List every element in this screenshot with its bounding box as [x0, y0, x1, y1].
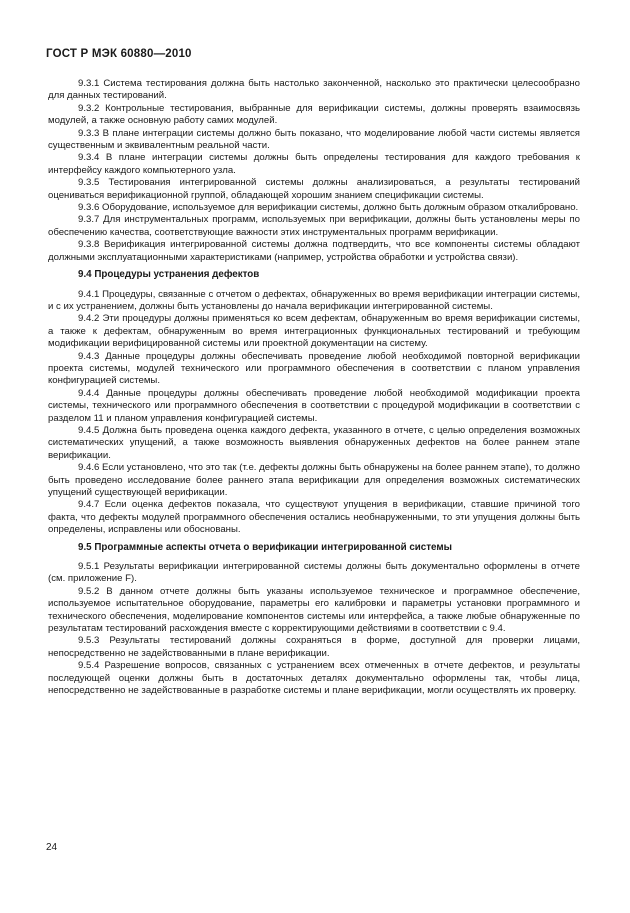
paragraph-9-3-6: 9.3.6 Оборудование, используемое для верификации системы, должно быть должным образом откалибровано. [78, 202, 579, 214]
document-header: ГОСТ Р МЭК 60880—2010 [46, 48, 192, 60]
paragraph-9-3-1: 9.3.1 Система тестирования должна быть настолько законченной, насколько это практически целесообразно для данных тестирований. [48, 78, 580, 102]
paragraph-9-4-1: 9.4.1 Процедуры, связанные с отчетом о дефектах, обнаруженных во время верификации интеграции системы, и с их устранением, должны быть установлены до начала верификации интегрированной системы. [48, 288, 580, 312]
paragraph-9-4-6: 9.4.6 Если установлено, что это так (т.е. дефекты должны быть обнаружены на более раннем этапе), то должно быть проведено исследование более раннего этапа верификации для определения возможных систематических упущений существующей верификации. [48, 462, 580, 498]
paragraph-9-5-4: 9.5.4 Разрешение вопросов, связанных с устранением всех отмеченных в отчете дефектов, и результаты последующей оценки должны быть в достаточных деталях документально оформлены так, чтобы лица, непосредственно не задействованные в разработке системы и плане верификации, могли осуществлять их проверку. [48, 660, 580, 697]
paragraph-9-4-7: 9.4.7 Если оценка дефектов показала, что существуют упущения в верификации, ставшие причиной того факта, что дефекты модулей программного обеспечения остались необнаруженными, то эти упущения должны быть определены, исправлены или обоснованы. [48, 499, 580, 536]
document-body [48, 78, 580, 698]
paragraph-9-3-7: 9.3.7 Для инструментальных программ, используемых при верификации, должны быть установлены меры по обеспечению качества, соответствующие важности этих инструментальных программ верификации. [48, 214, 580, 238]
paragraph-9-3-3: 9.3.3 В плане интеграции системы должно быть показано, что моделирование любой части системы является существенным и эквивалентным реальной части. [48, 127, 580, 152]
paragraph-9-5-1: 9.5.1 Результаты верификации интегрированной системы должны быть документально оформлены в отчете (см. приложение F). [48, 561, 580, 585]
paragraph-9-4-4: 9.4.4 Данные процедуры должны обеспечивать проведение любой необходимой модификации проекта системы, технического или программного обеспечения в соответствии с процедурой модификации в соответствии с разделом 11 и планом управления конфигурацией системы. [48, 387, 580, 424]
paragraph-9-3-2: 9.3.2 Контрольные тестирования, выбранные для верификации системы, должны проверять взаимосвязь модулей, а также основную работу самих модулей. [48, 102, 580, 127]
paragraph-9-3-8: 9.3.8 Верификация интегрированной системы должна подтвердить, что все компоненты системы обладают должными эксплуатационными характеристиками (например, устройства обработки и устройства связи). [48, 239, 580, 263]
page-number: 24 [46, 842, 58, 853]
section-heading-9-4: 9.4 Процедуры устранения дефектов [78, 269, 260, 281]
paragraph-9-4-3: 9.4.3 Данные процедуры должны обеспечивать проведение любой необходимой повторной верификации проекта системы, модулей технического или программного обеспечения в соответствии с планом управления конфигурацией системы. [48, 350, 580, 387]
paragraph-9-3-5: 9.3.5 Тестирования интегрированной системы должны анализироваться, а результаты тестирований оцениваться верификационной группой, обладающей хорошим знанием спецификации системы. [48, 177, 580, 201]
paragraph-9-3-4: 9.3.4 В плане интеграции системы должны быть определены тестирования для каждого требования к интерфейсу каждого компьютерного узла. [48, 152, 580, 176]
section-heading-9-5: 9.5 Программные аспекты отчета о верификации интегрированной системы [78, 541, 452, 553]
paragraph-9-5-3: 9.5.3 Результаты тестирований должны сохраняться в форме, доступной для проверки лицами, непосредственно не задействованными в плане верификации. [48, 635, 580, 659]
paragraph-9-5-2: 9.5.2 В данном отчете должны быть указаны используемое техническое и программное обеспечение, используемое испытательное оборудование, параметры его калибровки и параметры установки программного и технического обеспечения, моделирование компонентов системы или интерфейса, а также любые обнаруженные по результатам тестирований расхождения вместе с корректирующими действиями в соответствии с 9.4. [48, 585, 580, 635]
paragraph-9-4-5: 9.4.5 Должна быть проведена оценка каждого дефекта, указанного в отчете, с целью определения возможных систематических упущений, а также возможность выявления обнаруженных дефектов на более раннем этапе верификации. [48, 424, 580, 461]
paragraph-9-4-2: 9.4.2 Эти процедуры должны применяться ко всем дефектам, обнаруженным во время верификации системы, а также к дефектам, обнаруженным во время интеграционных функциональных тестирований и требующим модификации верифицированной системы или проектной документации на систему. [48, 313, 580, 350]
